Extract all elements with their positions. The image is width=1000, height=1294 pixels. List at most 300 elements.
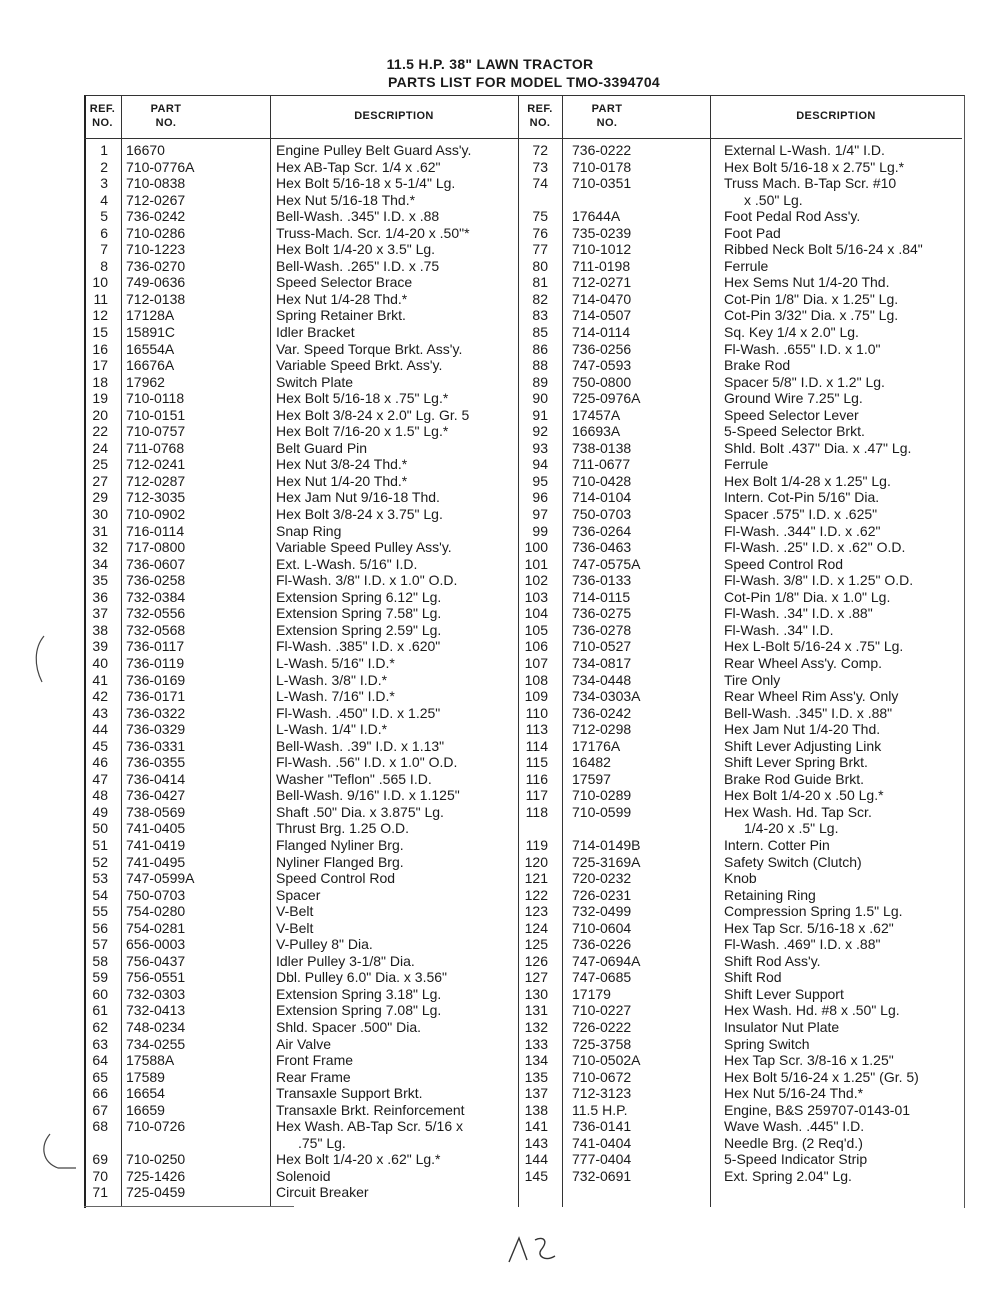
table-row bbox=[500, 556, 962, 573]
description-cell: L-Wash. 5/16" I.D.* bbox=[276, 654, 395, 671]
part-no-cell: 17597 bbox=[572, 770, 611, 787]
table-row bbox=[500, 1036, 962, 1053]
part-no-cell: 736-0141 bbox=[572, 1118, 632, 1135]
part-no-cell: 710-0428 bbox=[572, 472, 632, 489]
description-cell: Hex AB-Tap Scr. 1/4 x .62" bbox=[276, 158, 441, 175]
description-cell: Engine Pulley Belt Guard Ass'y. bbox=[276, 142, 472, 158]
description-cell: Bell-Wash. .39" I.D. x 1.13" bbox=[276, 737, 445, 754]
part-no-cell: 716-0114 bbox=[126, 522, 185, 539]
description-cell: Hex Bolt 5/16-24 x 1.25" (Gr. 5) bbox=[724, 1068, 919, 1085]
part-no-cell: 17962 bbox=[126, 373, 165, 390]
table-row bbox=[500, 854, 962, 871]
description-cell: Spacer 5/8" I.D. x 1.2" Lg. bbox=[724, 373, 885, 390]
ref-no-cell: 114 bbox=[525, 737, 548, 754]
table-row bbox=[84, 1052, 514, 1069]
table-row bbox=[500, 324, 962, 341]
description-cell: Needle Brg. (2 Req'd.) bbox=[724, 1134, 863, 1151]
description-cell: Hex Nut 1/4-20 Thd.* bbox=[276, 472, 408, 489]
description-cell: Retaining Ring bbox=[724, 886, 816, 903]
description-cell: Variable Speed Brkt. Ass'y. bbox=[276, 357, 443, 374]
ref-no-cell: 122 bbox=[524, 886, 548, 903]
description-cell: Speed Selector Brace bbox=[276, 274, 413, 291]
ref-no-cell: 66 bbox=[92, 1085, 108, 1102]
description-cell: Idler Bracket bbox=[276, 324, 355, 341]
description-cell: Truss-Mach. Scr. 1/4-20 x .50"* bbox=[276, 224, 470, 241]
part-no-cell: 732-0303 bbox=[126, 985, 186, 1002]
description-cell: Insulator Nut Plate bbox=[724, 1018, 840, 1035]
description-cell: Bell-Wash. 9/16" I.D. x 1.125" bbox=[276, 787, 460, 804]
ref-no-cell: 115 bbox=[525, 754, 548, 771]
ref-no-cell: 67 bbox=[92, 1101, 108, 1118]
table-row bbox=[84, 787, 514, 804]
description-cell: Var. Speed Torque Brkt. Ass'y. bbox=[276, 340, 463, 357]
part-no-cell: 736-0169 bbox=[126, 671, 186, 688]
ref-no-cell: 16 bbox=[92, 340, 108, 357]
ref-no-cell: 47 bbox=[92, 770, 108, 787]
part-no-cell: 16670 bbox=[126, 142, 165, 158]
table-row bbox=[500, 423, 962, 440]
part-no-cell: 747-0593 bbox=[572, 357, 632, 374]
table-row bbox=[500, 738, 962, 755]
ref-no-cell: 109 bbox=[524, 688, 548, 705]
ref-no-cell: 107 bbox=[524, 654, 548, 671]
ref-no-cell: 102 bbox=[524, 572, 548, 589]
description-cell: Hex Jam Nut 9/16-18 Thd. bbox=[276, 489, 440, 506]
description-cell: Switch Plate bbox=[276, 373, 354, 390]
part-no-cell: 732-0384 bbox=[126, 588, 186, 605]
ref-no-cell: 113 bbox=[525, 721, 548, 738]
part-no-cell: 738-0138 bbox=[572, 439, 632, 456]
description-cell: Safety Switch (Clutch) bbox=[724, 853, 862, 870]
table-row bbox=[84, 920, 514, 937]
description-cell: Hex Nut 5/16-18 Thd.* bbox=[276, 191, 416, 208]
description-cell: Flanged Nyliner Brg. bbox=[276, 836, 404, 853]
ref-no-cell: 18 bbox=[92, 373, 108, 390]
ref-no-cell: 125 bbox=[524, 936, 548, 953]
header-part-no: PART NO. bbox=[150, 103, 182, 129]
description-cell: Fl-Wash. .25" I.D. x .62" O.D. bbox=[724, 539, 906, 556]
part-no-cell: 736-0427 bbox=[126, 787, 186, 804]
ref-no-cell: 75 bbox=[532, 208, 548, 225]
description-cell: Sq. Key 1/4 x 2.0" Lg. bbox=[724, 324, 859, 341]
part-no-cell: 710-0286 bbox=[126, 224, 186, 241]
ref-no-cell: 134 bbox=[524, 1052, 548, 1069]
ref-no-cell: 17 bbox=[92, 357, 108, 374]
part-no-cell: 710-0599 bbox=[572, 803, 632, 820]
table-row bbox=[500, 837, 962, 854]
part-no-cell: 750-0800 bbox=[572, 373, 632, 390]
description-cell: Fl-Wash. 3/8" I.D. x 1.25" O.D. bbox=[724, 572, 914, 589]
part-no-cell: 720-0232 bbox=[572, 870, 632, 887]
description-cell: Hex Bolt 5/16-18 x 2.75" Lg.* bbox=[724, 158, 905, 175]
table-row bbox=[500, 1135, 962, 1152]
table-row bbox=[84, 192, 514, 209]
table-row bbox=[84, 903, 514, 920]
table-row bbox=[84, 473, 514, 490]
description-cell: Fl-Wash. .34" I.D. x .88" bbox=[724, 605, 873, 622]
description-cell: Rear Wheel Ass'y. Comp. bbox=[724, 654, 883, 671]
description-cell: Thrust Brg. 1.25 O.D. bbox=[276, 820, 410, 837]
table-row bbox=[500, 953, 962, 970]
part-no-cell: 710-0838 bbox=[126, 175, 186, 192]
part-no-cell: 736-0275 bbox=[572, 605, 632, 622]
table-row bbox=[84, 225, 514, 242]
part-no-cell: 714-0507 bbox=[572, 307, 632, 324]
ref-no-cell: 68 bbox=[92, 1118, 108, 1135]
description-cell: Fl-Wash. .34" I.D. bbox=[724, 621, 834, 638]
table-row bbox=[84, 1151, 514, 1168]
part-no-cell: 736-0258 bbox=[126, 572, 186, 589]
ref-no-cell: 97 bbox=[532, 506, 548, 523]
part-no-cell: 712-0271 bbox=[572, 274, 632, 291]
description-cell: Dbl. Pulley 6.0" Dia. x 3.56" bbox=[276, 969, 448, 986]
header-part-no-2: PART NO. bbox=[591, 103, 623, 129]
ref-no-cell: 46 bbox=[92, 754, 108, 771]
description-cell: Extension Spring 6.12" Lg. bbox=[276, 588, 442, 605]
part-no-cell: 712-0267 bbox=[126, 191, 186, 208]
description-cell: Fl-Wash. .344" I.D. x .62" bbox=[724, 522, 881, 539]
part-no-cell: 736-0607 bbox=[126, 555, 186, 572]
ref-no-cell: 72 bbox=[532, 142, 548, 158]
ref-no-cell: 29 bbox=[92, 489, 108, 506]
ref-no-cell: 85 bbox=[532, 324, 548, 341]
description-cell: Ferrule bbox=[724, 456, 769, 473]
table-row bbox=[500, 622, 962, 639]
ref-no-cell: 42 bbox=[92, 688, 108, 705]
ref-no-cell: 77 bbox=[532, 241, 548, 258]
part-no-cell: 736-0264 bbox=[572, 522, 632, 539]
ref-no-cell: 4 bbox=[100, 191, 108, 208]
part-no-cell: 17176A bbox=[572, 737, 621, 754]
table-row bbox=[84, 175, 514, 192]
part-no-cell: 714-0104 bbox=[572, 489, 632, 506]
description-cell: Hex Wash. Hd. Tap Scr. bbox=[724, 803, 872, 820]
description-cell: L-Wash. 7/16" I.D.* bbox=[276, 688, 395, 705]
part-no-cell: 725-3758 bbox=[572, 1035, 632, 1052]
part-no-cell: 736-0242 bbox=[126, 208, 186, 225]
part-no-cell: 736-0270 bbox=[126, 257, 186, 274]
part-no-cell: 725-0976A bbox=[572, 390, 641, 407]
part-no-cell: 712-3035 bbox=[126, 489, 186, 506]
part-no-cell: 732-0413 bbox=[126, 1002, 186, 1019]
ref-no-cell: 40 bbox=[92, 654, 108, 671]
part-no-cell: 736-0463 bbox=[572, 539, 632, 556]
part-no-cell: 741-0419 bbox=[126, 836, 186, 853]
ref-no-cell: 11 bbox=[93, 290, 108, 307]
table-row bbox=[84, 953, 514, 970]
table-row bbox=[84, 837, 514, 854]
part-no-cell: 734-0448 bbox=[572, 671, 632, 688]
table-row bbox=[84, 341, 514, 358]
table-row bbox=[500, 655, 962, 672]
ref-no-cell: 73 bbox=[532, 158, 548, 175]
description-cell: .75" Lg. bbox=[298, 1134, 346, 1151]
part-no-cell: 711-0677 bbox=[572, 456, 631, 473]
description-cell: Air Valve bbox=[276, 1035, 331, 1052]
ref-no-cell: 123 bbox=[524, 903, 548, 920]
part-no-cell: 747-0694A bbox=[572, 952, 641, 969]
ref-no-cell: 53 bbox=[92, 870, 108, 887]
table-row bbox=[84, 258, 514, 275]
table-row bbox=[84, 572, 514, 589]
part-no-cell: 15891C bbox=[126, 324, 176, 341]
description-cell: Front Frame bbox=[276, 1052, 354, 1069]
table-row bbox=[84, 986, 514, 1003]
table-row bbox=[500, 638, 962, 655]
description-cell: Ferrule bbox=[724, 257, 769, 274]
part-no-cell: 16676A bbox=[126, 357, 175, 374]
parts-list-left bbox=[84, 142, 514, 1201]
table-row bbox=[500, 787, 962, 804]
ref-no-cell: 110 bbox=[525, 704, 548, 721]
ref-no-cell: 71 bbox=[92, 1184, 108, 1201]
table-row bbox=[84, 1102, 514, 1119]
table-row bbox=[500, 1168, 962, 1185]
ref-no-cell: 25 bbox=[92, 456, 108, 473]
description-cell: V-Belt bbox=[276, 919, 314, 936]
part-no-cell: 732-0556 bbox=[126, 605, 186, 622]
ref-no-cell: 31 bbox=[92, 522, 108, 539]
ref-no-cell: 143 bbox=[524, 1134, 548, 1151]
table-row bbox=[500, 291, 962, 308]
table-row bbox=[84, 655, 514, 672]
table-row bbox=[500, 1151, 962, 1168]
part-no-cell: 710-0757 bbox=[126, 423, 186, 440]
part-no-cell: 738-0569 bbox=[126, 803, 186, 820]
part-no-cell: 747-0599A bbox=[126, 870, 195, 887]
ref-no-cell: 116 bbox=[525, 770, 548, 787]
description-cell: V-Belt bbox=[276, 903, 314, 920]
description-cell: Shift Rod bbox=[724, 969, 782, 986]
part-no-cell: 714-0115 bbox=[572, 588, 631, 605]
header-description-2: DESCRIPTION bbox=[796, 110, 876, 122]
description-cell: Fl-Wash. .469" I.D. x .88" bbox=[724, 936, 881, 953]
part-no-cell: 714-0149B bbox=[572, 836, 641, 853]
table-row bbox=[500, 357, 962, 374]
ref-no-cell: 133 bbox=[524, 1035, 548, 1052]
table-bottom-line bbox=[84, 1206, 294, 1207]
part-no-cell: 17179 bbox=[572, 985, 611, 1002]
description-cell: 5-Speed Selector Brkt. bbox=[724, 423, 865, 440]
description-cell: Snap Ring bbox=[276, 522, 342, 539]
table-row bbox=[84, 506, 514, 523]
part-no-cell: 747-0685 bbox=[572, 969, 632, 986]
part-no-cell: 736-0222 bbox=[572, 142, 632, 158]
header-ref-no-2: REF. NO. bbox=[527, 103, 553, 129]
part-no-cell: 710-0502A bbox=[572, 1052, 641, 1069]
part-no-cell: 710-0527 bbox=[572, 638, 632, 655]
part-no-cell: 712-0241 bbox=[126, 456, 186, 473]
table-row bbox=[84, 969, 514, 986]
margin-scribble bbox=[36, 1130, 86, 1180]
part-no-cell: 736-0171 bbox=[126, 688, 186, 705]
ref-no-cell: 132 bbox=[524, 1018, 548, 1035]
description-cell: Extension Spring 7.08" Lg. bbox=[276, 1002, 442, 1019]
description-cell: Shld. Spacer .500" Dia. bbox=[276, 1018, 422, 1035]
table-row bbox=[500, 1002, 962, 1019]
table-row bbox=[84, 622, 514, 639]
part-no-cell: 754-0280 bbox=[126, 903, 186, 920]
ref-no-cell: 92 bbox=[532, 423, 548, 440]
part-no-cell: 736-0278 bbox=[572, 621, 632, 638]
table-row bbox=[500, 1118, 962, 1135]
description-cell: Hex Bolt 7/16-20 x 1.5" Lg.* bbox=[276, 423, 449, 440]
table-row bbox=[500, 820, 962, 837]
part-no-cell: 725-3169A bbox=[572, 853, 641, 870]
table-row bbox=[84, 291, 514, 308]
table-row bbox=[500, 208, 962, 225]
ref-no-cell: 8 bbox=[100, 257, 108, 274]
table-row bbox=[84, 771, 514, 788]
part-no-cell: 748-0234 bbox=[126, 1018, 186, 1035]
table-row bbox=[500, 1102, 962, 1119]
table-row bbox=[500, 307, 962, 324]
description-cell: Spacer bbox=[276, 886, 321, 903]
part-no-cell: 712-3123 bbox=[572, 1085, 632, 1102]
part-no-cell: 714-0114 bbox=[572, 324, 631, 341]
ref-no-cell: 90 bbox=[532, 390, 548, 407]
ref-no-cell: 130 bbox=[524, 985, 548, 1002]
ref-no-cell: 2 bbox=[100, 158, 108, 175]
part-no-cell: 16659 bbox=[126, 1101, 165, 1118]
ref-no-cell: 41 bbox=[92, 671, 108, 688]
table-row bbox=[84, 721, 514, 738]
ref-no-cell: 99 bbox=[532, 522, 548, 539]
ref-no-cell: 7 bbox=[100, 241, 108, 258]
ref-no-cell: 93 bbox=[532, 439, 548, 456]
table-row bbox=[84, 556, 514, 573]
ref-no-cell: 38 bbox=[92, 621, 108, 638]
part-no-cell: 710-0250 bbox=[126, 1151, 186, 1168]
table-row bbox=[84, 870, 514, 887]
ref-no-cell: 56 bbox=[92, 919, 108, 936]
description-cell: Shaft .50" Dia. x 3.875" Lg. bbox=[276, 803, 444, 820]
description-cell: Belt Guard Pin bbox=[276, 439, 368, 456]
part-no-cell: 16693A bbox=[572, 423, 621, 440]
table-row bbox=[84, 324, 514, 341]
ref-no-cell: 15 bbox=[92, 324, 108, 341]
ref-no-cell: 144 bbox=[524, 1151, 548, 1168]
table-row bbox=[500, 589, 962, 606]
part-no-cell: 734-0817 bbox=[572, 654, 632, 671]
table-row bbox=[500, 225, 962, 242]
table-row bbox=[84, 208, 514, 225]
table-row bbox=[500, 506, 962, 523]
ref-no-cell: 54 bbox=[92, 886, 108, 903]
description-cell: Hex Bolt 3/8-24 x 3.75" Lg. bbox=[276, 506, 443, 523]
ref-no-cell: 64 bbox=[92, 1052, 108, 1069]
part-no-cell: 736-0226 bbox=[572, 936, 632, 953]
table-row bbox=[84, 887, 514, 904]
part-no-cell: 710-0351 bbox=[572, 175, 632, 192]
description-cell: Truss Mach. B-Tap Scr. #10 bbox=[724, 175, 897, 192]
table-row bbox=[500, 969, 962, 986]
table-row bbox=[500, 605, 962, 622]
table-row bbox=[500, 903, 962, 920]
table-row bbox=[84, 241, 514, 258]
table-row bbox=[84, 1118, 514, 1135]
description-cell: Shift Lever Adjusting Link bbox=[724, 737, 882, 754]
description-cell: Shift Lever Support bbox=[724, 985, 844, 1002]
table-row bbox=[500, 672, 962, 689]
table-row bbox=[500, 258, 962, 275]
part-no-cell: 710-1223 bbox=[126, 241, 186, 258]
table-row bbox=[84, 1002, 514, 1019]
ref-no-cell: 50 bbox=[92, 820, 108, 837]
description-cell: Speed Control Rod bbox=[724, 555, 844, 572]
part-no-cell: 16482 bbox=[572, 754, 611, 771]
table-row bbox=[500, 870, 962, 887]
description-cell: Ground Wire 7.25" Lg. bbox=[724, 390, 863, 407]
table-row bbox=[84, 854, 514, 871]
description-cell: Spring Switch bbox=[724, 1035, 810, 1052]
ref-no-cell: 126 bbox=[524, 952, 548, 969]
ref-no-cell: 58 bbox=[92, 952, 108, 969]
table-row bbox=[500, 456, 962, 473]
table-row bbox=[84, 440, 514, 457]
ref-no-cell: 24 bbox=[92, 439, 108, 456]
ref-no-cell: 3 bbox=[100, 175, 108, 192]
table-row bbox=[84, 1036, 514, 1053]
ref-no-cell: 43 bbox=[92, 704, 108, 721]
header-divider bbox=[84, 138, 962, 139]
table-row bbox=[84, 605, 514, 622]
table-row bbox=[84, 1069, 514, 1086]
description-cell: Hex Jam Nut 1/4-20 Thd. bbox=[724, 721, 881, 738]
ref-no-cell: 106 bbox=[524, 638, 548, 655]
ref-no-cell: 101 bbox=[524, 555, 548, 572]
ref-no-cell: 30 bbox=[92, 506, 108, 523]
description-cell: Cot-Pin 3/32" Dia. x .75" Lg. bbox=[724, 307, 899, 324]
table-row bbox=[500, 489, 962, 506]
description-cell: L-Wash. 3/8" I.D.* bbox=[276, 671, 388, 688]
ref-no-cell: 19 bbox=[92, 390, 108, 407]
part-no-cell: 736-0119 bbox=[126, 654, 185, 671]
description-cell: Fl-Wash. .450" I.D. x 1.25" bbox=[276, 704, 441, 721]
description-cell: Rear Wheel Rim Ass'y. Only bbox=[724, 688, 899, 705]
ref-no-cell: 104 bbox=[524, 605, 548, 622]
ref-no-cell: 103 bbox=[524, 588, 548, 605]
part-no-cell: 710-0178 bbox=[572, 158, 632, 175]
part-no-cell: 710-0604 bbox=[572, 919, 632, 936]
ref-no-cell: 120 bbox=[524, 853, 548, 870]
description-cell: Variable Speed Pulley Ass'y. bbox=[276, 539, 452, 556]
part-no-cell: 754-0281 bbox=[126, 919, 186, 936]
part-no-cell: 710-0289 bbox=[572, 787, 632, 804]
part-no-cell: 710-0227 bbox=[572, 1002, 632, 1019]
ref-no-cell: 138 bbox=[524, 1101, 548, 1118]
part-no-cell: 741-0495 bbox=[126, 853, 186, 870]
table-row bbox=[84, 1019, 514, 1036]
description-cell: Hex Nut 3/8-24 Thd.* bbox=[276, 456, 408, 473]
description-cell: Solenoid bbox=[276, 1167, 331, 1184]
description-cell: Hex L-Bolt 5/16-24 x .75" Lg. bbox=[724, 638, 904, 655]
description-cell: Wave Wash. .445" I.D. bbox=[724, 1118, 865, 1135]
table-row bbox=[84, 589, 514, 606]
description-cell: Hex Sems Nut 1/4-20 Thd. bbox=[724, 274, 890, 291]
part-no-cell: 732-0568 bbox=[126, 621, 186, 638]
table-row bbox=[500, 705, 962, 722]
description-cell: Bell-Wash. .345" I.D. x .88" bbox=[724, 704, 893, 721]
ref-no-cell: 37 bbox=[92, 605, 108, 622]
part-no-cell: 736-0414 bbox=[126, 770, 186, 787]
part-no-cell: 711-0768 bbox=[126, 439, 185, 456]
part-no-cell: 17128A bbox=[126, 307, 175, 324]
part-no-cell: 736-0355 bbox=[126, 754, 186, 771]
description-cell: Hex Bolt 5/16-18 x .75" Lg.* bbox=[276, 390, 449, 407]
ref-no-cell: 39 bbox=[92, 638, 108, 655]
ref-no-cell: 141 bbox=[524, 1118, 548, 1135]
